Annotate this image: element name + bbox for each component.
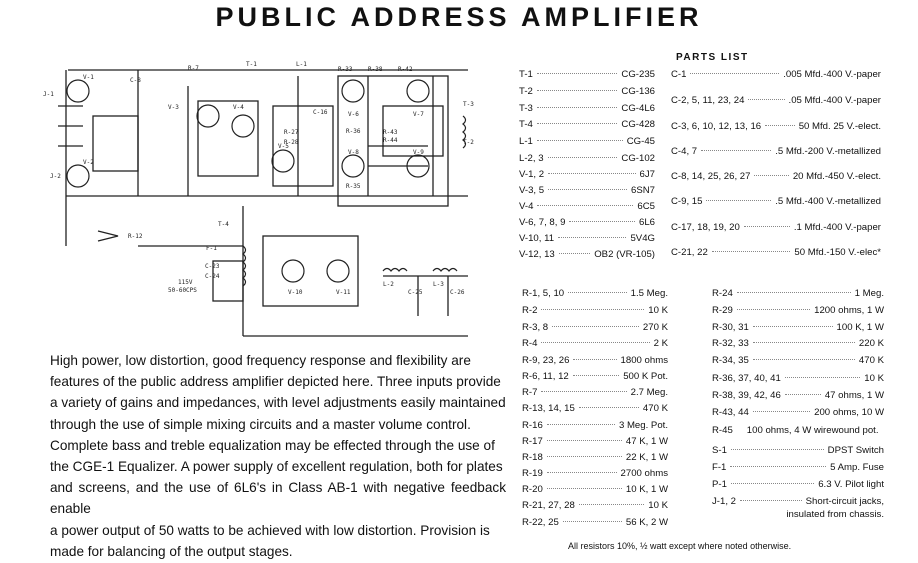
description-line: a power output of 50 watts to be achieved with low distortion. Provision is [50, 522, 490, 538]
leader-dots [547, 440, 622, 441]
leader-dots [731, 449, 824, 450]
part-value: 20 Mfd.-450 V.-elect. [792, 171, 881, 182]
part-value: 1800 ohms [620, 355, 668, 366]
part-value: 100 K, 1 W [836, 322, 884, 333]
svg-text:C-16: C-16 [313, 109, 328, 116]
part-ref: C-9, 15 [671, 196, 703, 207]
leader-dots [753, 342, 855, 343]
leader-dots [737, 292, 851, 293]
amplifier-schematic [38, 46, 478, 342]
svg-text:L-1: L-1 [296, 61, 307, 68]
part-row [712, 288, 884, 301]
svg-text:R-38: R-38 [368, 66, 383, 73]
leader-dots [558, 237, 626, 238]
part-ref: T-4 [519, 119, 533, 130]
part-ref: C-2, 5, 11, 23, 24 [671, 95, 745, 106]
part-value: 10 K [648, 500, 668, 511]
part-ref: R-30, 31 [712, 322, 749, 333]
part-value: .5 Mfd.-200 V.-metallized [775, 146, 881, 157]
part-ref: T-1 [519, 69, 533, 80]
part-value: .05 Mfd.-400 V.-paper [788, 95, 881, 106]
leader-dots [537, 90, 618, 91]
svg-text:V-3: V-3 [168, 104, 179, 111]
part-row [522, 452, 668, 465]
part-ref: V-1, 2 [519, 169, 545, 180]
leader-dots [744, 226, 790, 227]
part-ref: P-1 [712, 479, 727, 490]
leader-dots [754, 175, 788, 176]
page-title: PUBLIC ADDRESS AMPLIFIER [215, 2, 703, 32]
leader-dots [537, 73, 618, 74]
part-ref: R-45 [712, 425, 733, 436]
part-value: 1200 ohms, 1 W [814, 305, 884, 316]
part-ref: R-2 [522, 305, 538, 316]
part-value: 10 K [648, 305, 668, 316]
part-row [522, 517, 668, 530]
leader-dots [706, 200, 771, 201]
leader-dots [548, 157, 618, 158]
part-row [519, 103, 655, 116]
part-value: 100 ohms, 4 W wirewound pot. [746, 425, 879, 436]
part-ref: R-21, 27, 28 [522, 500, 575, 511]
part-value: insulated from chassis. [786, 509, 884, 520]
svg-text:C-23: C-23 [205, 263, 220, 270]
part-row [712, 338, 884, 351]
svg-text:T-1: T-1 [246, 61, 257, 68]
svg-text:R-35: R-35 [346, 183, 361, 190]
svg-text:C-24: C-24 [205, 273, 220, 280]
part-row [712, 322, 884, 335]
part-value: 270 K [642, 322, 668, 333]
leader-dots [537, 107, 618, 108]
part-value: 500 K Pot. [623, 371, 668, 382]
part-value: CG-136 [621, 86, 655, 97]
part-row [712, 445, 884, 458]
part-value: 6L6 [638, 217, 655, 228]
part-row [519, 169, 655, 182]
svg-text:V-10: V-10 [288, 289, 303, 296]
part-row [671, 196, 881, 209]
part-row [522, 468, 668, 481]
part-value: CG-102 [621, 153, 655, 164]
part-ref: R-9, 23, 26 [522, 355, 570, 366]
part-row [712, 425, 884, 438]
svg-text:F-1: F-1 [206, 245, 217, 252]
part-row [519, 86, 655, 99]
part-ref: R-18 [522, 452, 543, 463]
svg-text:T-3: T-3 [463, 101, 474, 108]
part-value: 6.3 V. Pilot light [818, 479, 884, 490]
part-row [712, 355, 884, 368]
svg-text:J-1: J-1 [43, 91, 54, 98]
part-ref: C-17, 18, 19, 20 [671, 222, 740, 233]
part-ref: R-38, 39, 42, 46 [712, 390, 781, 401]
part-ref: R-29 [712, 305, 733, 316]
part-ref: T-2 [519, 86, 533, 97]
part-value: CG-4L6 [621, 103, 655, 114]
part-ref: R-36, 37, 40, 41 [712, 373, 781, 384]
part-row [712, 305, 884, 318]
leader-dots [563, 521, 622, 522]
footnote: All resistors 10%, ½ watt except where noted otherwise. [568, 541, 792, 551]
description-line: High power, low distortion, good frequency response and flexibility are [50, 353, 471, 368]
svg-text:C-8: C-8 [130, 77, 141, 84]
part-ref: R-7 [522, 387, 538, 398]
part-value: CG-235 [621, 69, 655, 80]
part-ref: C-21, 22 [671, 247, 708, 258]
part-value: OB2 (VR-105) [594, 249, 655, 260]
leader-dots [701, 150, 771, 151]
leader-dots [559, 253, 590, 254]
part-ref: R-20 [522, 484, 543, 495]
part-ref: S-1 [712, 445, 727, 456]
svg-text:R-44: R-44 [383, 137, 398, 144]
leader-dots [731, 483, 814, 484]
part-value: 5 Amp. Fuse [830, 462, 884, 473]
svg-text:R-12: R-12 [128, 233, 143, 240]
part-ref: T-3 [519, 103, 533, 114]
leader-dots [537, 123, 618, 124]
part-value: DPST Switch [827, 445, 884, 456]
svg-text:C-25: C-25 [408, 289, 423, 296]
part-row [712, 479, 884, 492]
part-value: 22 K, 1 W [625, 452, 668, 463]
part-row [522, 322, 668, 335]
part-value: 220 K [858, 338, 884, 349]
leader-dots [730, 466, 826, 467]
part-row [671, 95, 881, 108]
leader-dots [547, 424, 615, 425]
svg-text:115V: 115V [178, 279, 193, 286]
leader-dots [569, 221, 635, 222]
leader-dots [573, 375, 619, 376]
part-row [519, 185, 655, 198]
part-value: 56 K, 2 W [625, 517, 668, 528]
part-value: CG-428 [621, 119, 655, 130]
leader-dots [579, 407, 639, 408]
leader-dots [541, 391, 626, 392]
svg-text:R-36: R-36 [346, 128, 361, 135]
part-ref: R-24 [712, 288, 733, 299]
part-row [519, 217, 655, 230]
part-value: 2 K [653, 338, 668, 349]
svg-text:V-9: V-9 [413, 149, 424, 156]
part-ref: R-3, 8 [522, 322, 549, 333]
part-value: 47 ohms, 1 W [824, 390, 884, 401]
svg-text:V-2: V-2 [83, 159, 94, 166]
description [50, 350, 506, 562]
part-value: 3 Meg. Pot. [618, 420, 668, 431]
part-row [519, 249, 655, 262]
part-ref: R-19 [522, 468, 543, 479]
part-value: 47 K, 1 W [625, 436, 668, 447]
part-ref: L-2, 3 [519, 153, 544, 164]
part-value: 6C5 [637, 201, 655, 212]
part-ref: R-1, 5, 10 [522, 288, 565, 299]
svg-text:V-8: V-8 [348, 149, 359, 156]
part-row [522, 338, 668, 351]
part-row [671, 222, 881, 235]
leader-dots [785, 394, 821, 395]
part-value: 1.5 Meg. [630, 288, 668, 299]
part-row [671, 69, 881, 82]
part-value: 6J7 [639, 169, 655, 180]
leader-dots [573, 359, 616, 360]
leader-dots [541, 309, 644, 310]
part-value: 5V4G [630, 233, 655, 244]
part-row [671, 171, 881, 184]
svg-text:R-43: R-43 [383, 129, 398, 136]
leader-dots [568, 292, 627, 293]
part-row [712, 462, 884, 475]
svg-text:V-7: V-7 [413, 111, 424, 118]
part-ref: R-32, 33 [712, 338, 749, 349]
part-value: 10 K, 1 W [625, 484, 668, 495]
part-value: 50 Mfd. 25 V.-elect. [798, 121, 881, 132]
part-row [519, 233, 655, 246]
svg-text:C-26: C-26 [450, 289, 465, 296]
part-value: Short-circuit jacks, [805, 496, 884, 507]
part-row [519, 119, 655, 132]
svg-text:50-60CPS: 50-60CPS [168, 287, 197, 294]
part-row [522, 288, 668, 301]
part-ref: F-1 [712, 462, 727, 473]
part-row [712, 509, 884, 522]
part-row [522, 484, 668, 497]
svg-text:V-11: V-11 [336, 289, 351, 296]
part-ref: J-1, 2 [712, 496, 736, 507]
description-line: and screens, and the use of 6L6's in Class AB-1 with negative feedback enable [50, 480, 506, 517]
part-row [712, 407, 884, 420]
leader-dots [753, 411, 810, 412]
leader-dots [737, 309, 810, 310]
part-value: 10 K [864, 373, 884, 384]
leader-dots [579, 504, 644, 505]
part-ref: R-43, 44 [712, 407, 749, 418]
svg-text:V-5: V-5 [278, 143, 289, 150]
svg-text:R-33: R-33 [338, 66, 353, 73]
svg-text:R-7: R-7 [188, 65, 199, 72]
part-ref: R-16 [522, 420, 543, 431]
part-ref: C-3, 6, 10, 12, 13, 16 [671, 121, 762, 132]
part-ref: C-1 [671, 69, 687, 80]
description-line: through the use of simple mixing circuits and a master volume control. [50, 416, 471, 432]
part-row [712, 373, 884, 386]
part-value: 470 K [642, 403, 668, 414]
part-value: 470 K [858, 355, 884, 366]
part-row [671, 247, 881, 260]
part-ref: V-12, 13 [519, 249, 555, 260]
leader-dots [547, 488, 622, 489]
description-line: the CGE-1 Equalizer. A power supply of excellent regulation, both for plates [50, 459, 503, 475]
leader-dots [748, 99, 784, 100]
svg-text:V-4: V-4 [233, 104, 244, 111]
svg-text:J-2: J-2 [50, 173, 61, 180]
description-line: Complete bass and treble equalization may be effected through the use of [50, 437, 495, 453]
svg-text:L-3: L-3 [433, 281, 444, 288]
part-value: 1 Meg. [854, 288, 884, 299]
part-row [522, 371, 668, 384]
leader-dots [537, 140, 623, 141]
svg-text:L-2: L-2 [383, 281, 394, 288]
svg-text:T-2: T-2 [463, 139, 474, 146]
part-row [522, 436, 668, 449]
part-row [522, 500, 668, 513]
leader-dots [712, 251, 791, 252]
part-ref: V-4 [519, 201, 534, 212]
part-row [519, 153, 655, 166]
part-value: .5 Mfd.-400 V.-metallized [775, 196, 881, 207]
part-row [522, 355, 668, 368]
svg-text:R-27: R-27 [284, 129, 299, 136]
part-value: CG-45 [626, 136, 655, 147]
parts-list-heading: PARTS LIST [676, 52, 749, 63]
description-line: a variety of gains and impedances, with level adjustments easily maintained [50, 395, 506, 411]
leader-dots [753, 326, 833, 327]
part-value: 2700 ohms [620, 468, 668, 479]
svg-text:R-42: R-42 [398, 66, 413, 73]
part-row [519, 69, 655, 82]
part-ref: V-10, 11 [519, 233, 555, 244]
part-row [712, 496, 884, 509]
part-ref: C-4, 7 [671, 146, 698, 157]
part-ref: V-3, 5 [519, 185, 545, 196]
part-row [519, 136, 655, 149]
svg-text:V-6: V-6 [348, 111, 359, 118]
part-row [712, 390, 884, 403]
part-ref: L-1 [519, 136, 533, 147]
leader-dots [541, 342, 649, 343]
svg-text:V-1: V-1 [83, 74, 94, 81]
part-row [522, 387, 668, 400]
leader-dots [740, 500, 802, 501]
part-row [671, 121, 881, 134]
part-ref: R-34, 35 [712, 355, 749, 366]
part-row [522, 305, 668, 318]
svg-text:R-28: R-28 [284, 139, 299, 146]
part-ref: R-4 [522, 338, 538, 349]
part-ref: R-13, 14, 15 [522, 403, 575, 414]
leader-dots [552, 326, 639, 327]
leader-dots [547, 456, 622, 457]
part-ref: V-6, 7, 8, 9 [519, 217, 566, 228]
part-value: .1 Mfd.-400 V.-paper [793, 222, 881, 233]
leader-dots [765, 125, 795, 126]
leader-dots [548, 189, 627, 190]
part-ref: R-17 [522, 436, 543, 447]
leader-dots [753, 359, 855, 360]
part-value: 6SN7 [631, 185, 655, 196]
part-value: 50 Mfd.-150 V.-elec* [794, 247, 881, 258]
leader-dots [537, 205, 633, 206]
leader-dots [548, 173, 635, 174]
part-row [522, 403, 668, 416]
svg-text:T-4: T-4 [218, 221, 229, 228]
part-ref: R-22, 25 [522, 517, 559, 528]
description-line: features of the public address amplifier depicted here. Three inputs provide [50, 374, 501, 390]
part-row [522, 420, 668, 433]
part-row [671, 146, 881, 159]
leader-dots [547, 472, 617, 473]
part-ref: R-6, 11, 12 [522, 371, 569, 382]
leader-dots [785, 377, 860, 378]
leader-dots [690, 73, 779, 74]
part-ref: C-8, 14, 25, 26, 27 [671, 171, 751, 182]
part-value: .005 Mfd.-400 V.-paper [783, 69, 881, 80]
part-row [519, 201, 655, 214]
description-line: made for balancing of the output stages. [50, 543, 293, 559]
part-value: 200 ohms, 10 W [814, 407, 884, 418]
part-value: 2.7 Meg. [630, 387, 668, 398]
